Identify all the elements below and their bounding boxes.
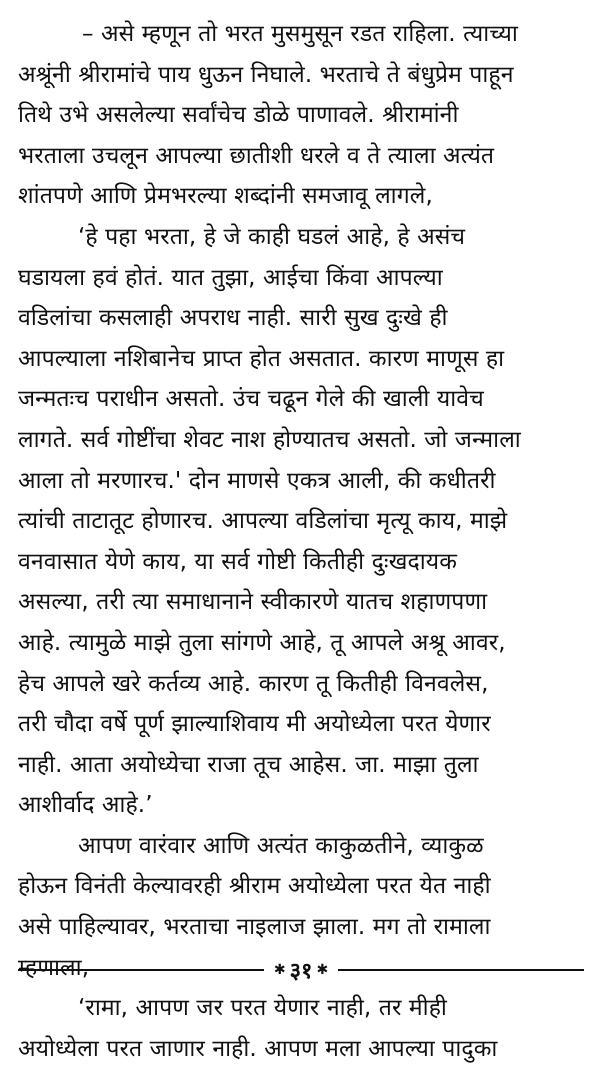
text-line: असल्या, तरी त्या समाधानाने स्वीकारणे यातच शहाणपणा — [18, 589, 488, 616]
text-line: घडायला हवं होतं. यात तुझा, आईचा किंवा आपल्या — [18, 264, 443, 291]
body-text — [18, 14, 584, 1069]
text-line: हेच आपले खरे कर्तव्य आहे. कारण तू कितीही विनवलेस, — [18, 670, 489, 697]
text-line: म्हणाला, — [18, 954, 90, 981]
footer-rule-left — [18, 969, 264, 971]
text-line: त्यांची ताटातूट होणारच. आपल्या वडिलांचा मृत्यू काय, माझे — [18, 508, 508, 535]
text-line: आपण वारंवार आणि अत्यंत काकुळतीने, व्याकुळ — [78, 832, 484, 859]
text-line: नाही. आता अयोध्येचा राजा तूच आहेस. जा. माझा तुला — [18, 751, 479, 778]
text-line: होऊन विनंती केल्यावरही श्रीराम अयोध्येला परत येत नाही — [18, 873, 491, 900]
text-line: वडिलांचा कसलाही अपराध नाही. सारी सुख दुःखे ही — [18, 305, 448, 332]
text-line: – असे म्हणून तो भरत मुसमुसून रडत राहिला. त्याच्या — [82, 21, 518, 47]
asterisk-ornament-icon: ✱ — [273, 962, 286, 978]
page-number: ३१ — [289, 959, 313, 984]
folio — [264, 955, 338, 985]
text-line: आहे. त्यामुळे माझे तुला सांगणे आहे, तू आपले अश्रू आवर, — [18, 629, 506, 656]
text-line: तिथे उभे असलेल्या सर्वांचेच डोळे पाणावले. श्रीरामांनी — [18, 102, 459, 129]
text-line: आपल्याला नशिबानेच प्राप्त होत असतात. कारण माणूस हा — [18, 345, 505, 372]
text-line: आला तो मरणारच.' दोन माणसे एकत्र आली, की कधीतरी — [18, 467, 496, 494]
text-line: शांतपणे आणि प्रेमभरल्या शब्दांनी समजावू लागले, — [18, 183, 433, 210]
text-line: लागते. सर्व गोष्टींचा शेवट नाश होण्यातच असतो. जो जन्माला — [18, 426, 521, 453]
text-line: तरी चौदा वर्षे पूर्ण झाल्याशिवाय मी अयोध्येला परत येणार — [18, 711, 491, 738]
text-line: ‘रामा, आपण जर परत येणार नाही, तर मीही — [78, 995, 447, 1022]
text-line: असे पाहिल्यावर, भरताचा नाइलाज झाला. मग तो रामाला — [18, 914, 491, 941]
text-line: आशीर्वाद आहे.’ — [18, 792, 153, 819]
text-line: ‘हे पहा भरता, हे जे काही घडलं आहे, हे असंच — [78, 223, 466, 250]
footer-rule-right — [338, 969, 584, 971]
asterisk-ornament-icon: ✱ — [316, 962, 329, 978]
page-footer — [18, 952, 584, 988]
text-line: अश्रूंनी श्रीरामांचे पाय धुऊन निघाले. भरताचे ते बंधुप्रेम पाहून — [18, 61, 514, 88]
text-line: भरताला उचलून आपल्या छातीशी धरले व ते त्याला अत्यंत — [18, 142, 495, 169]
text-line: अयोध्येला परत जाणार नाही. आपण मला आपल्या पादुका — [18, 1035, 498, 1062]
text-line: वनवासात येणे काय, या सर्व गोष्टी कितीही दुःखदायक — [18, 548, 457, 575]
text-line: जन्मतःच पराधीन असतो. उंच चढून गेले की खाली यावेच — [18, 386, 484, 413]
